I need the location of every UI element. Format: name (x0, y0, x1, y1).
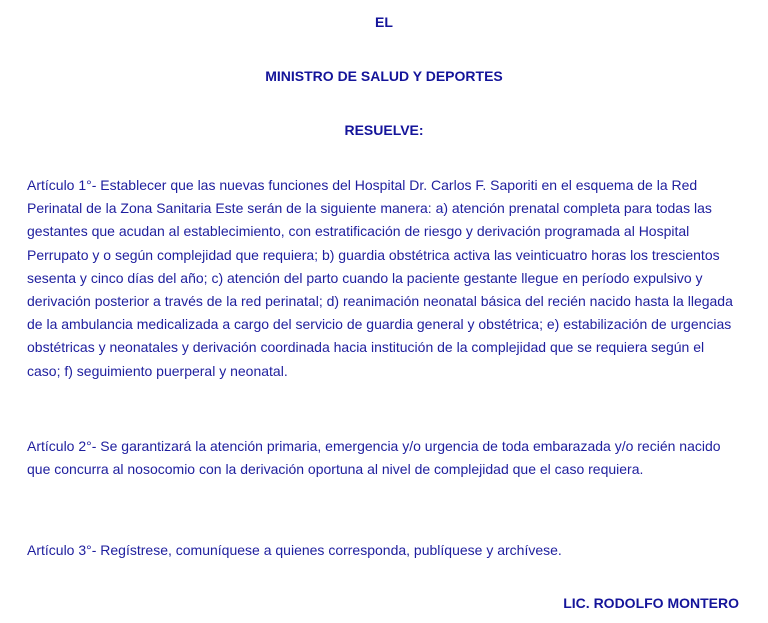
article-2: Artículo 2°- Se garantizará la atención primaria, emergencia y/o urgencia de toda embarazada y/o recién nacido que concurra al nosocomio con la derivación oportuna al nivel de complejidad que el caso requiera. (27, 438, 721, 478)
header-resuelve: RESUELVE: (344, 122, 424, 138)
signature-name: LIC. RODOLFO MONTERO (563, 595, 739, 611)
article-1: Artículo 1°- Establecer que las nuevas funciones del Hospital Dr. Carlos F. Saporiti en el esquema de la Red Perinatal de la Zona Sanitaria Este serán de la siguiente manera: a) atención prenatal completa para todas las gestantes que acudan al establecimiento, con estratificación de riesgo y derivación programada al Hospital Perrupato y o según complejidad que requiera; b) guardia obstétrica activa las veinticuatro horas los trescientos sesenta y cinco días del año; c) atención del parto cuando la paciente gestante llegue en período expulsivo y derivación posterior a través de la red perinatal; d) reanimación neonatal básica del recién nacido hasta la llegada de la ambulancia medicalizada a cargo del servicio de guardia general y obstétrica; e) estabilización de urgencias obstétricas y neonatales y derivación coordinada hacia institución de la complejidad que se requiera según el caso; f) seguimiento puerperal y neonatal. (27, 177, 733, 379)
header-ministro: MINISTRO DE SALUD Y DEPORTES (265, 68, 503, 84)
article-3: Artículo 3°- Regístrese, comuníquese a quienes corresponda, publíquese y archívese. (27, 542, 562, 558)
header-el: EL (375, 14, 393, 30)
